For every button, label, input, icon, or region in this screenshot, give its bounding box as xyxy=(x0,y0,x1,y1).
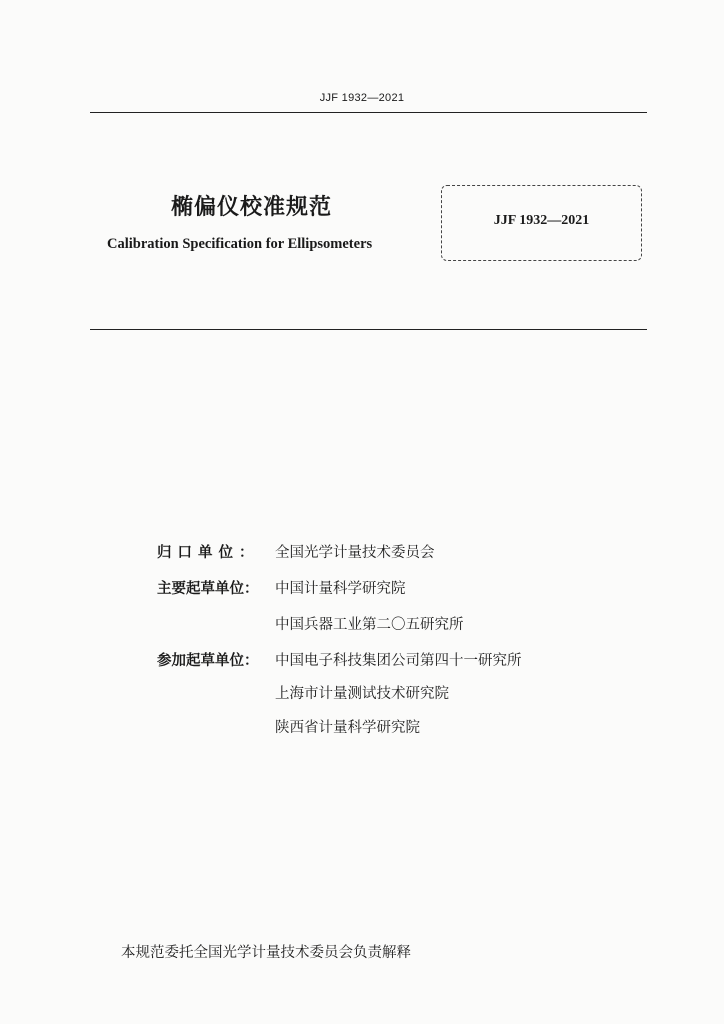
header-code: JJF 1932—2021 xyxy=(319,92,405,104)
info-value: 中国计量科学研究院 xyxy=(275,581,406,597)
info-row-participant-2 xyxy=(157,683,449,705)
code-box xyxy=(441,185,642,261)
code-box-text: JJF 1932—2021 xyxy=(493,213,590,228)
info-value: 全国光学计量技术委员会 xyxy=(275,545,435,561)
info-label: 归口单位： xyxy=(157,545,260,561)
title-english: Calibration Specification for Ellipsometers xyxy=(107,236,373,252)
title-chinese: 椭偏仪校准规范 xyxy=(171,195,333,220)
info-row-main-drafter xyxy=(157,578,406,600)
info-label: 主要起草单位： xyxy=(157,581,259,597)
info-row-responsible xyxy=(157,542,435,564)
info-row-participant-3 xyxy=(157,717,420,739)
info-value: 中国电子科技集团公司第四十一研究所 xyxy=(275,653,522,669)
info-label: 参加起草单位： xyxy=(157,653,259,669)
footer-note: 本规范委托全国光学计量技术委员会负责解释 xyxy=(121,945,411,961)
info-value: 陕西省计量科学研究院 xyxy=(275,720,420,736)
mid-rule xyxy=(90,329,647,330)
info-value: 中国兵器工业第二〇五研究所 xyxy=(275,617,464,633)
info-row-main-drafter-2 xyxy=(157,614,464,636)
info-row-participant xyxy=(157,650,522,672)
info-value: 上海市计量测试技术研究院 xyxy=(275,686,449,702)
header-rule xyxy=(90,112,647,113)
